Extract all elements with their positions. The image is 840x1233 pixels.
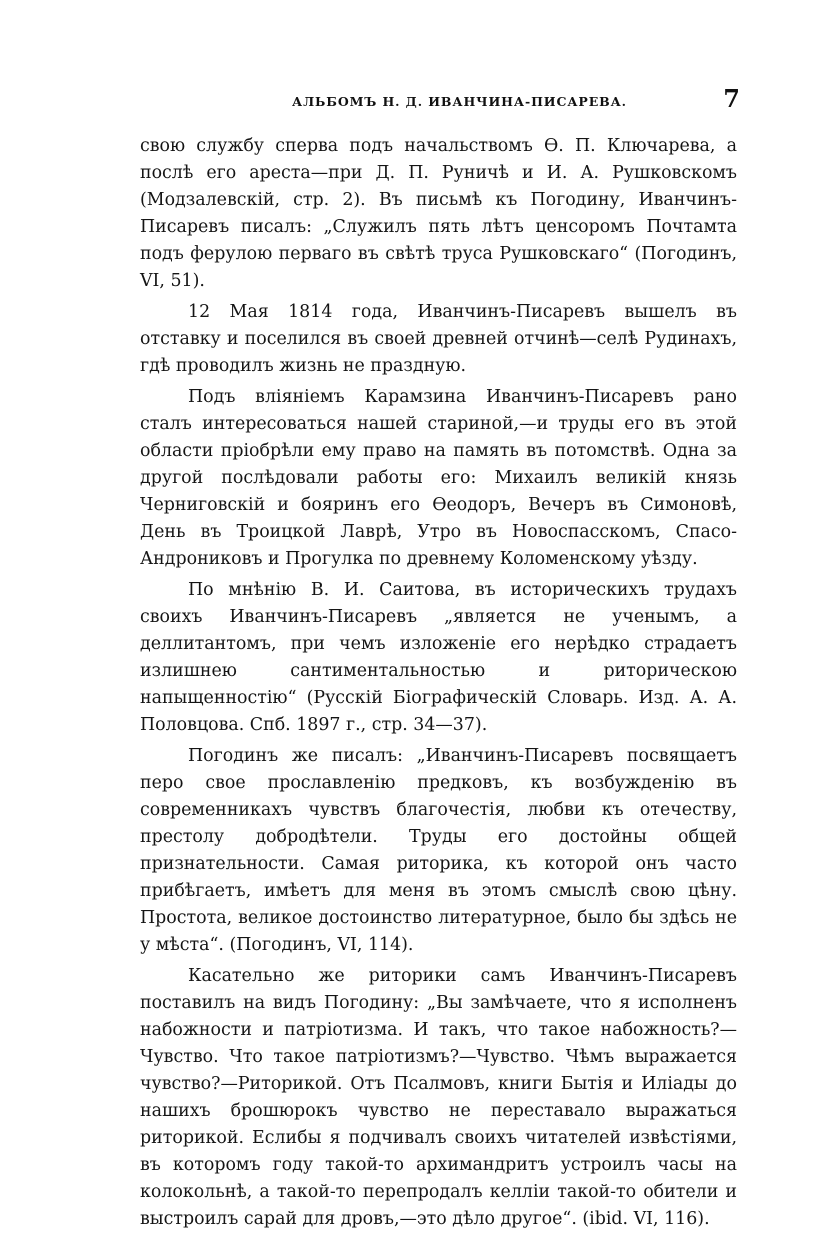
paragraph: 12 Мая 1814 года, Иванчинъ-Писаревъ вышелъ въ отставку и поселился въ своей древней отчинѣ—селѣ Рудинахъ, гдѣ проводилъ жизнь не праздную. [140, 302, 737, 376]
paragraph: Погодинъ же писалъ: „Иванчинъ-Писаревъ посвящаетъ перо свое прославленію предковъ, къ возбужденію въ современникахъ чувствъ благочестія, любви къ отечеству, престолу добродѣтели. Труды его достойны общей признательности. Самая риторика, къ которой онъ часто прибѣгаетъ, имѣетъ для меня въ этомъ смыслѣ свою цѣну. Простота, великое достоинство литературное, было бы здѣсь не у мѣста“. (Погодинъ, VI, 114). [140, 746, 737, 955]
paragraph-continuation: свою службу сперва подъ начальствомъ Ѳ. П. Ключарева, а послѣ его ареста—при Д. П. Руничѣ и И. А. Рушковскомъ (Модзалевскій, стр. 2). Въ письмѣ къ Погодину, Иванчинъ-Писаревъ писалъ: „Служилъ пять лѣтъ ценсоромъ Почтамта подъ ферулою перваго въ свѣтѣ труса Рушковскаго“ (Погодинъ, VI, 51). [140, 136, 737, 291]
running-head: АЛЬБОМЪ Н. Д. ИВАНЧИНА-ПИСАРЕВА. [292, 94, 627, 109]
body-text [140, 133, 737, 1233]
paragraph: По мнѣнію В. И. Саитова, въ историческихъ трудахъ своихъ Иванчинъ-Писаревъ „является не ученымъ, а деллитантомъ, при чемъ изложеніе его нерѣдко страдаетъ излишнею сантиментальностью и риторическою напыщенностію“ (Русскій Біографическій Словарь. Изд. А. А. Половцова. Спб. 1897 г., стр. 34—37). [140, 580, 737, 735]
page-header [140, 84, 740, 120]
paragraph: Подъ вліяніемъ Карамзина Иванчинъ-Писаревъ рано сталъ интересоваться нашей стариной,—и труды его въ этой области пріобрѣли ему право на память въ потомствѣ. Одна за другой послѣдовали работы его: Михаилъ великій князь Черниговскій и бояринъ его Ѳеодоръ, Вечеръ въ Симоновѣ, День въ Троицкой Лаврѣ, Утро въ Новоспасскомъ, Спасо-Андрониковъ и Прогулка по древнему Коломенскому уѣзду. [140, 387, 737, 569]
page-number: 7 [723, 84, 740, 113]
paragraph: Касательно же риторики самъ Иванчинъ-Писаревъ поставилъ на видъ Погодину: „Вы замѣчаете, что я исполненъ набожности и патріотизма. И такъ, что такое набожность?—Чувство. Что такое патріотизмъ?—Чувство. Чѣмъ выражается чувство?—Риторикой. Отъ Псалмовъ, книги Бытія и Иліады до нашихъ брошюрокъ чувство не переставало выражаться риторикой. Еслибы я подчивалъ своихъ читателей извѣстіями, въ которомъ году такой-то архимандритъ устроилъ часы на колокольнѣ, а такой-то перепродалъ келліи такой-то обители и выстроилъ сарай для дровъ,—это дѣло другое“. (ibid. VI, 116). [140, 966, 737, 1229]
